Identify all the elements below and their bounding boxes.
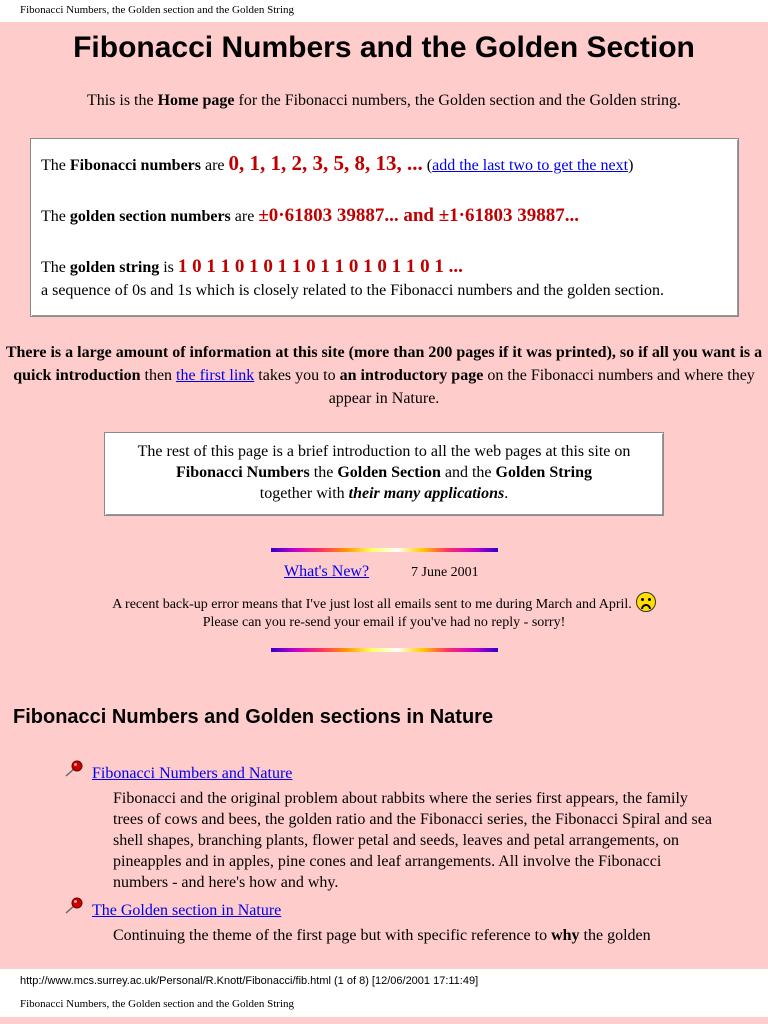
section-heading: Fibonacci Numbers and Golden sections in Nature [13,706,494,728]
rainbow-divider-top [271,548,498,552]
golden-section-nature-description: Continuing the theme of the first page but with specific reference to why the golden [113,927,651,944]
intro-bold: Home page [157,92,235,109]
fibonacci-value: 0, 1, 1, 2, 3, 5, 8, 13, ... [228,151,423,175]
intro-text: This is the Home page for the Fibonacci numbers, the Golden section and the Golden string. [86,92,682,109]
fibonacci-nature-description: Fibonacci and the original problem about rabbits where the series first appears, the family trees of cows and bees, the golden ratio and the Fibonacci series, the Fibonacci Spiral and sea shell shapes, branching plants, flower petal and seeds, leaves and petal arrangements, on pineapples and in apples, pine cones and leaf arrangements. All involve the Fibonacci numbers - and here's how and why. [113,790,712,891]
frown-face-icon [636,592,656,612]
print-header-title: Fibonacci Numbers, the Golden section and the Golden String [20,4,295,16]
news-date: 7 June 2001 [411,565,479,580]
add-last-two-link[interactable]: add the last two to get the next [432,157,629,174]
fibonacci-nature-link[interactable]: Fibonacci Numbers and Nature [92,765,293,782]
print-footer [0,969,768,1024]
golden-section-value: ±0·61803 39887... and ±1·61803 39887... [258,205,579,226]
print-header [0,0,768,22]
info-paragraph: There is a large amount of information at this site (more than 200 pages if it was printed), so if all you want is a quick introduction then the first link takes you to an introductory page on the Fibonacci numbers and where they appear in Nature. [5,344,763,407]
footer-url: http://www.mcs.surrey.ac.uk/Personal/R.Knott/Fibonacci/fib.html (1 of 8) [12/06/2001 17:11:49] [20,975,479,987]
pin-icon [64,759,86,777]
golden-string-value: 1 0 1 1 0 1 0 1 1 0 1 1 0 1 0 1 1 0 1 ... [177,256,463,277]
page-body [0,22,768,969]
rainbow-divider-bottom [271,648,498,652]
summary-box [30,138,739,317]
golden-string-description: a sequence of 0s and 1s which is closely related to the Fibonacci numbers and the golden section. [41,282,664,299]
intro-box: The rest of this page is a brief introduction to all the web pages at this site on Fibonacci Numbers the Golden Section and the Golden String together with their many applications. [104,432,664,516]
golden-string-line: The golden string is 1 0 1 1 0 1 0 1 1 0 1 1 0 1 0 1 1 0 1 ... [41,256,463,277]
first-link[interactable]: the first link [176,367,255,384]
pin-icon [64,896,86,914]
next-page-strip [0,1017,768,1024]
fibonacci-line: The Fibonacci numbers are 0, 1, 1, 2, 3, 5, 8, 13, ... (add the last two to get the next) [41,151,634,175]
golden-section-line: The golden section numbers are ±0·61803 39887... and ±1·61803 39887... [41,205,579,226]
page-title: Fibonacci Numbers and the Golden Section [73,31,695,64]
news-notice: A recent back-up error means that I've just lost all emails sent to me during March and April. Please can you re-send your email if you've had no reply - sorry! [0,592,768,632]
whats-new-link[interactable]: What's New? [284,563,370,580]
footer-title: Fibonacci Numbers, the Golden section and the Golden String [20,998,295,1010]
golden-section-nature-link[interactable]: The Golden section in Nature [92,902,282,919]
